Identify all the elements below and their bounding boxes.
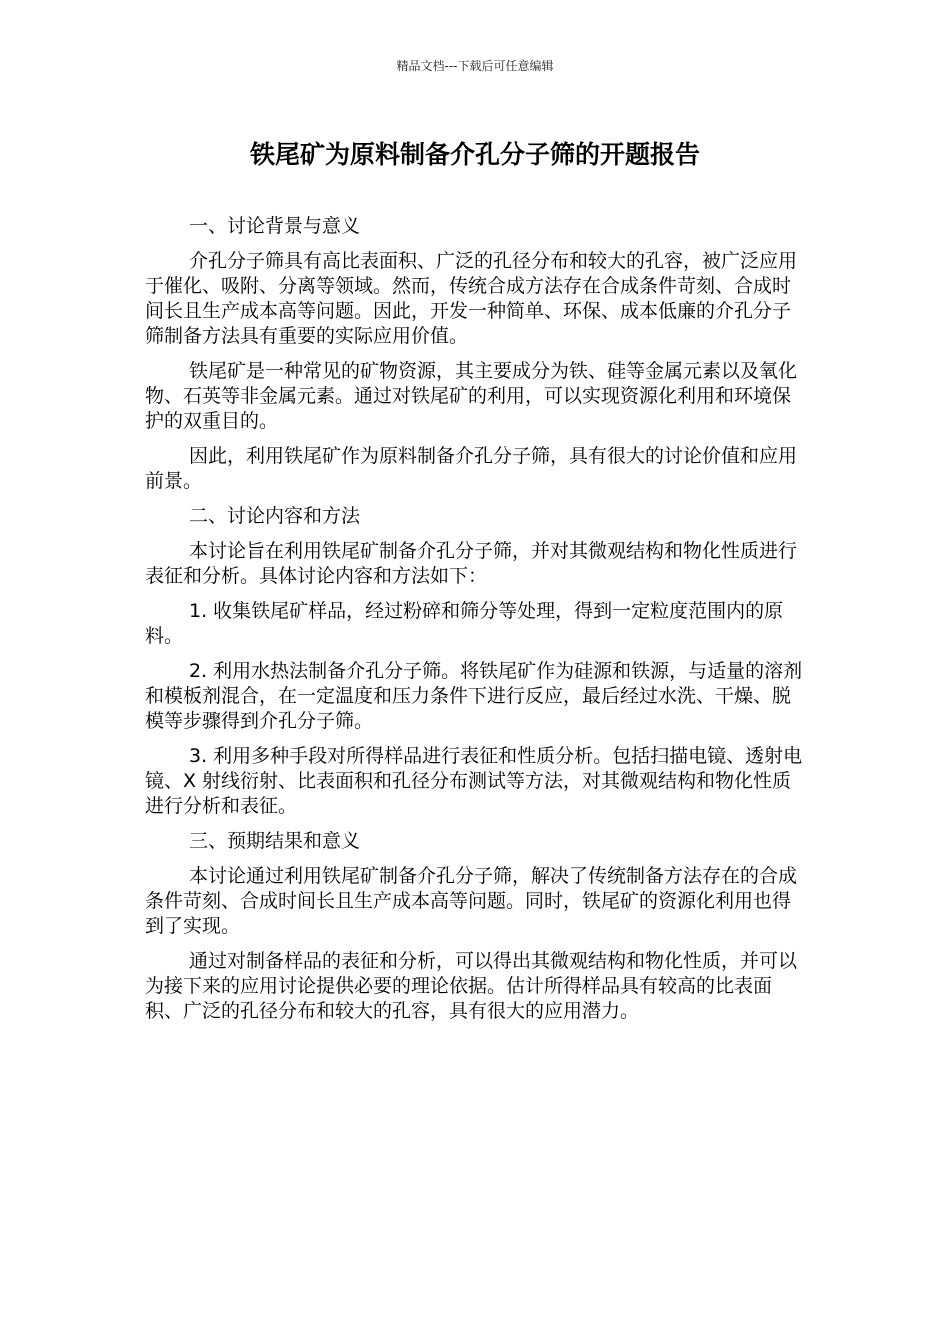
paragraph-methods-intro: 本讨论旨在利用铁尾矿制备介孔分子筛，并对其微观结构和物化性质进行表征和分析。具体讨论内容和方法如下： [145, 540, 798, 587]
document-body [145, 214, 807, 1034]
paragraph-background-2: 铁尾矿是一种常见的矿物资源，其主要成分为铁、硅等金属元素以及氧化物、石英等非金属元素。通过对铁尾矿的利用，可以实现资源化利用和环境保护的双重目的。 [145, 360, 798, 432]
paragraph-background-1: 介孔分子筛具有高比表面积、广泛的孔径分布和较大的孔容，被广泛应用于催化、吸附、分离等领域。然而，传统合成方法存在合成条件苛刻、合成时间长且生产成本高等问题。因此，开发一种简单、环保、成本低廉的介孔分子筛制备方法具有重要的实际应用价值。 [145, 250, 798, 347]
paragraph-results-1: 本讨论通过利用铁尾矿制备介孔分子筛，解决了传统制备方法存在的合成条件苛刻、合成时间长且生产成本高等问题。同时，铁尾矿的资源化利用也得到了实现。 [145, 865, 798, 937]
document-title: 铁尾矿为原料制备介孔分子筛的开题报告 [249, 140, 700, 169]
list-item-step-3: 3. 利用多种手段对所得样品进行表征和性质分析。包括扫描电镜、透射电镜、X 射线衍射、比表面积和孔径分布测试等方法，对其微观结构和物化性质进行分析和表征。 [145, 745, 803, 817]
section-heading-background: 一、讨论背景与意义 [189, 215, 361, 237]
paragraph-background-3: 因此，利用铁尾矿作为原料制备介孔分子筛，具有很大的讨论价值和应用前景。 [145, 445, 798, 492]
section-heading-results: 三、预期结果和意义 [189, 830, 361, 852]
list-item-step-2: 2. 利用水热法制备介孔分子筛。将铁尾矿作为硅源和铁源，与适量的溶剂和模板剂混合，在一定温度和压力条件下进行反应，最后经过水洗、干燥、脱模等步骤得到介孔分子筛。 [145, 660, 803, 732]
list-item-step-1: 1. 收集铁尾矿样品，经过粉碎和筛分等处理，得到一定粒度范围内的原料。 [145, 600, 784, 647]
page-header: 精品文档---下载后可任意编辑 [396, 59, 554, 73]
paragraph-results-2: 通过对制备样品的表征和分析，可以得出其微观结构和物化性质，并可以为接下来的应用讨论提供必要的理论依据。估计所得样品具有较高的比表面积、广泛的孔径分布和较大的孔容，具有很大的应用潜力。 [145, 950, 798, 1022]
section-heading-methods: 二、讨论内容和方法 [189, 505, 361, 527]
